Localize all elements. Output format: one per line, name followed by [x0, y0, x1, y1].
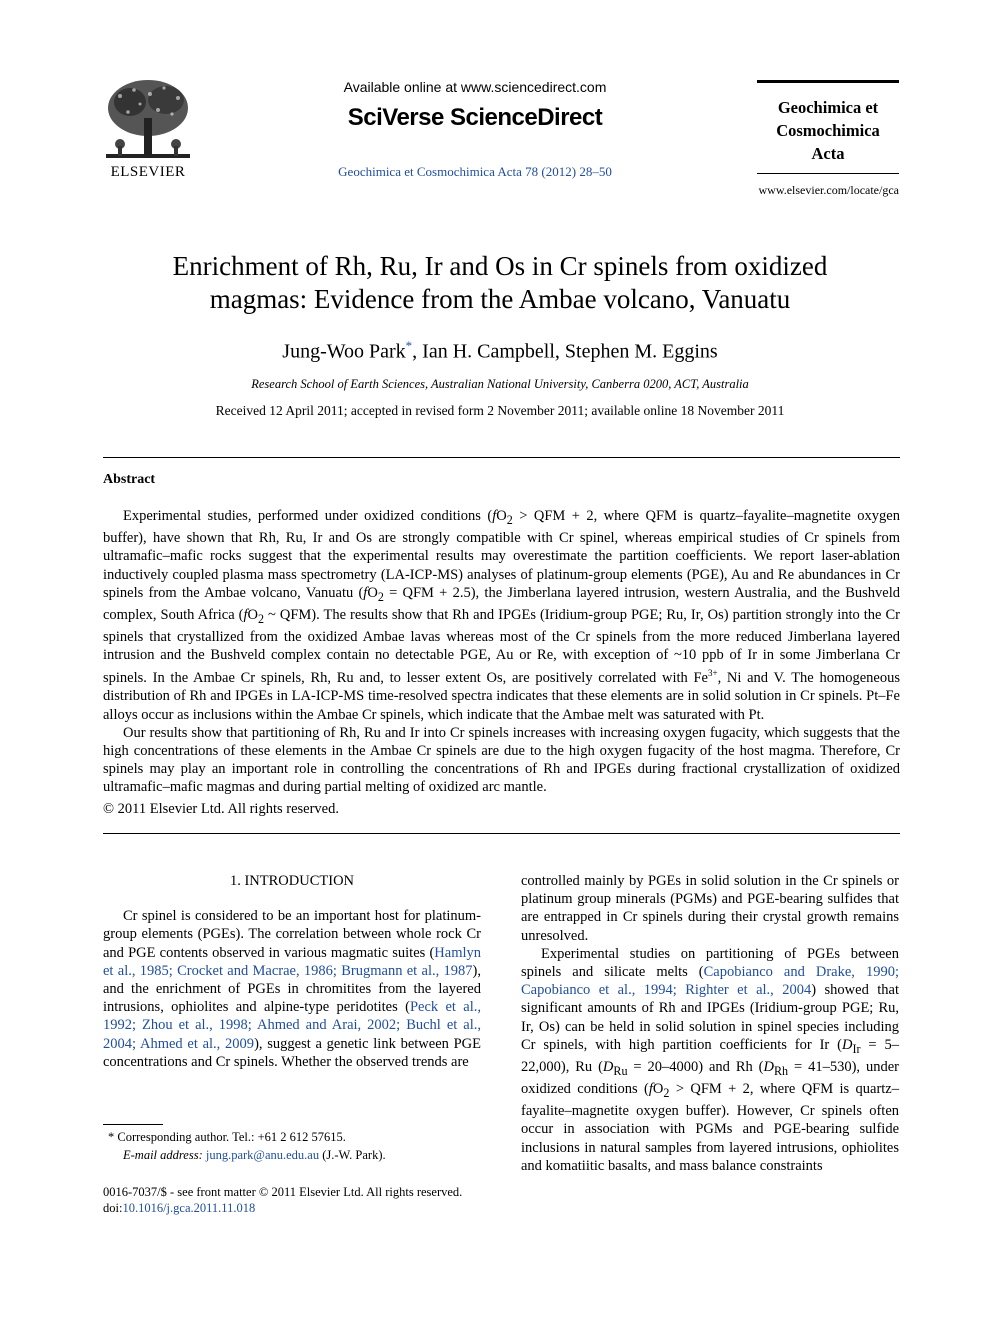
doi-label: doi:: [103, 1201, 123, 1215]
title-line: Enrichment of Rh, Ru, Ir and Os in Cr spinels from oxidized: [172, 251, 828, 281]
elsevier-tree-icon: [100, 78, 196, 164]
body-paragraph: controlled mainly by PGEs in solid solution in the Cr spinels or platinum group minerals (PGMs) and PGE-bearing sulfides that are entrapped in Cr spinels during their crystal growth remains unresolved.: [521, 873, 899, 944]
author-list: [100, 338, 900, 364]
article-dates: Received 12 April 2011; accepted in revised form 2 November 2011; available online 18 November 2011: [215, 403, 785, 418]
abstract-heading: Abstract: [103, 472, 156, 487]
issn-line: 0016-7037/$ - see front matter © 2011 Elsevier Ltd. All rights reserved.: [103, 1185, 463, 1199]
body-paragraph: Cr spinel is considered to be an important host for platinum-group elements (PGEs). The correlation between whole rock Cr and PGE contents observed in various magmatic suites (Hamlyn et al., 1985; Crocket and Macrae, 1986; Brugmann et al., 1987), and the enrichment of PGEs in chromitites from the layered intrusions, ophiolites and alpine-type peridotites (Peck et al., 1992; Zhou et al., 1998; Ahmed and Arai, 2002; Buchl et al., 2004; Ahmed et al., 2009), suggest a genetic link between PGE concentrations and Cr spinels. Whether the observed trends are: [103, 908, 482, 1070]
doi-link[interactable]: 10.1016/j.gca.2011.11.018: [122, 1201, 256, 1215]
doi-line: [103, 1201, 255, 1216]
abstract-body: [103, 507, 900, 797]
citation-link[interactable]: Peck et al., 1992; Zhou et al., 1998; Ahmed and Arai, 2002; Buchl et al., 2004; Ahmed et al., 2009: [103, 999, 481, 1052]
right-column: [521, 872, 899, 1175]
citation-link[interactable]: Hamlyn et al., 1985; Crocket and Macrae, 1986; Brugmann et al., 1987: [103, 944, 481, 979]
journal-top-rule: [757, 80, 899, 83]
divider: [103, 457, 900, 458]
email-link[interactable]: jung.park@anu.edu.au: [205, 1148, 320, 1162]
divider: [103, 833, 900, 834]
body-paragraph: Experimental studies on partitioning of PGEs between spinels and silicate melts (Capobianco and Drake, 1990; Capobianco et al., 1994; Righter et al., 2004) showed that significant amounts of Rh and IPGEs (Iridium-group PGE; Ru, Ir, Os) can be held in solid solution in spinel species including Cr spinels, with high partition coefficients for Ir $(D_{Ir} = 5-22,000)$, Ru $(D_{Ru} = 20-4000)$ and Rh $(D_{Rh} = 41-530)$, under oxidized conditions ($fO_2$ > QFM + 2, where QFM is quartz–fayalite–magnetite oxygen buffer). However, Cr spinels often occur in association with PGMs and PGE-bearing sulfide inclusions in natural samples from layered intrusions, ophiolites and komatiitic basalts, and mass balance constraints: [521, 945, 900, 1174]
email-suffix: (J.-W. Park).: [319, 1148, 386, 1162]
footnote-rule: [103, 1124, 163, 1125]
email-label: E-mail address:: [123, 1148, 203, 1162]
corresponding-mark[interactable]: *: [405, 338, 413, 353]
journal-name: [757, 96, 899, 165]
title-line: magmas: Evidence from the Ambae volcano, Vanuatu: [209, 284, 791, 314]
article-title: [100, 250, 900, 316]
journal-name-line: Acta: [811, 144, 845, 163]
journal-name-line: Cosmochimica: [776, 121, 880, 140]
journal-citation[interactable]: Geochimica et Cosmochimica Acta 78 (2012) 28–50: [338, 164, 612, 179]
coauthor-names[interactable]: , Ian H. Campbell, Stephen M. Eggins: [412, 340, 718, 363]
abstract-paragraph: Our results show that partitioning of Rh, Ru and Ir into Cr spinels increases with increasing oxygen fugacity, which suggests that the high concentrations of these elements in the Ambae Cr spinels are due to the high oxygen fugacity of the host magma. Therefore, Cr spinels may play an important role in controlling the concentrations of Rh and IPGEs during fractional crystallization of oxidized ultramafic–mafic magmas and during partial melting of oxidized arc mantle.: [103, 724, 900, 796]
elsevier-logo: [100, 78, 196, 188]
email-note: [123, 1148, 386, 1163]
citation-link[interactable]: Capobianco and Drake, 1990; Capobianco et al., 1994; Righter et al., 2004: [521, 964, 899, 999]
sciencedirect-brand[interactable]: SciVerse ScienceDirect: [347, 104, 603, 131]
corresponding-author-note: * Corresponding author. Tel.: +61 2 612 57615.: [108, 1130, 346, 1144]
section-heading: 1. INTRODUCTION: [229, 873, 355, 889]
left-column: [103, 872, 481, 1071]
author-name[interactable]: Jung-Woo Park: [282, 340, 406, 363]
copyright-notice: © 2011 Elsevier Ltd. All rights reserved.: [103, 801, 339, 817]
journal-name-line: Geochimica et: [777, 98, 879, 117]
affiliation: Research School of Earth Sciences, Australian National University, Canberra 0200, ACT, Australia: [251, 377, 749, 391]
elsevier-wordmark: ELSEVIER: [110, 164, 186, 180]
journal-url-link[interactable]: www.elsevier.com/locate/gca: [758, 183, 899, 197]
journal-bottom-rule: [757, 173, 899, 174]
abstract-paragraph: Experimental studies, performed under oxidized conditions ($fO_2$ > QFM + 2, where QFM is quartz–fayalite–magnetite oxygen buffer), have shown that Rh, Ru, Ir and Os are strongly compatible with Cr spinel, whereas empirical studies of Cr spinels from ultramafic–mafic rocks suggest that the experimental results may overestimate the partition coefficients. We report laser-ablation inductively coupled plasma mass spectrometry (LA-ICP-MS) analyses of platinum-group elements (PGE), Au and Re abundances in Cr spinels from the Ambae volcano, Vanuatu ($fO_2$ = QFM + 2.5), the Jimberlana layered intrusion, western Australia, and the Bushveld complex, South Africa ($fO_2$ ~ QFM). The results show that Rh and IPGEs (Iridium-group PGE; Ru, Ir, Os) partition strongly into the Cr spinels that crystallized from the oxidized Ambae lavas whereas most of the Cr spinels from the more reduced Jimberlana layered intrusion and the Bushveld complex contain no detectable PGE, Au or Re, with exception of ~10 ppb of Ir in some Jimberlana Cr spinels. In the Ambae Cr spinels, Rh, Ru and, to lesser extent Os, are positively correlated with $Fe^{3+}$, Ni and V. The homogeneous distribution of Rh and IPGEs in LA-ICP-MS time-resolved spectra indicates that these elements are in solid solution in Cr spinels. Pt–Fe alloys occur as inclusions within the Ambae Cr spinels, which indicate that the Ambae melt was saturated with Pt.: [103, 508, 900, 723]
available-online-text: Available online at www.sciencedirect.com: [343, 79, 607, 95]
